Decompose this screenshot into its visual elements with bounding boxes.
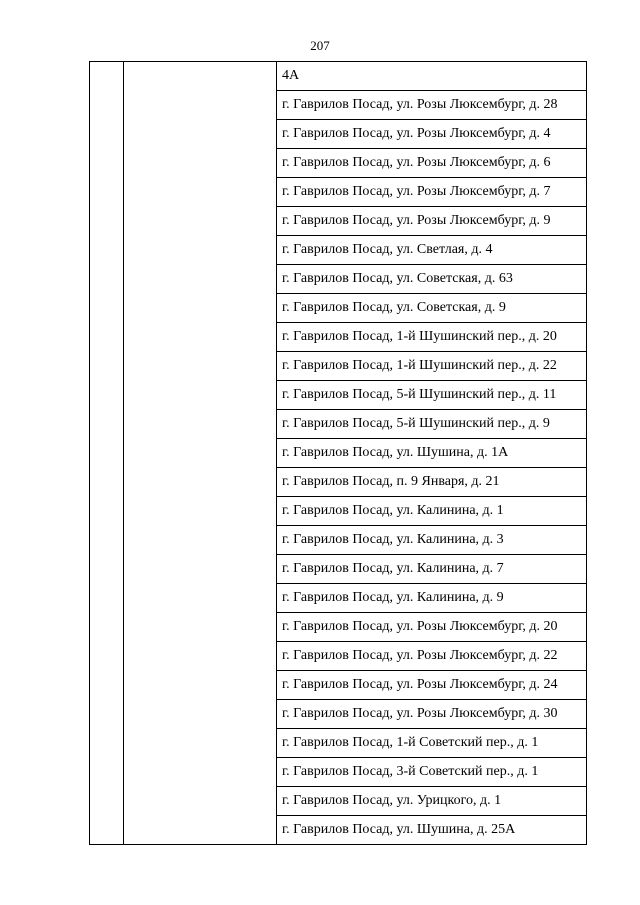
address-cell: г. Гаврилов Посад, ул. Калинина, д. 3 (277, 526, 587, 555)
address-cell: г. Гаврилов Посад, п. 9 Января, д. 21 (277, 468, 587, 497)
address-cell: г. Гаврилов Посад, 1-й Шушинский пер., д. 22 (277, 352, 587, 381)
address-cell: г. Гаврилов Посад, ул. Калинина, д. 9 (277, 584, 587, 613)
address-cell: г. Гаврилов Посад, ул. Розы Люксембург, д. 4 (277, 120, 587, 149)
address-cell: г. Гаврилов Посад, ул. Розы Люксембург, д. 22 (277, 642, 587, 671)
address-cell: г. Гаврилов Посад, ул. Розы Люксембург, д. 30 (277, 700, 587, 729)
address-cell: г. Гаврилов Посад, ул. Светлая, д. 4 (277, 236, 587, 265)
address-table (89, 61, 587, 845)
address-cell: г. Гаврилов Посад, ул. Шушина, д. 25А (277, 816, 587, 845)
address-cell: 4А (277, 62, 587, 91)
address-cell: г. Гаврилов Посад, ул. Шушина, д. 1А (277, 439, 587, 468)
address-cell: г. Гаврилов Посад, ул. Урицкого, д. 1 (277, 787, 587, 816)
address-cell: г. Гаврилов Посад, ул. Калинина, д. 7 (277, 555, 587, 584)
address-cell: г. Гаврилов Посад, ул. Розы Люксембург, д. 6 (277, 149, 587, 178)
address-cell: г. Гаврилов Посад, ул. Розы Люксембург, д. 9 (277, 207, 587, 236)
address-cell: г. Гаврилов Посад, ул. Советская, д. 63 (277, 265, 587, 294)
address-cell: г. Гаврилов Посад, 3-й Советский пер., д. 1 (277, 758, 587, 787)
address-table-body (90, 62, 587, 845)
address-cell: г. Гаврилов Посад, ул. Розы Люксембург, д. 20 (277, 613, 587, 642)
empty-number-cell (90, 62, 124, 845)
address-cell: г. Гаврилов Посад, ул. Розы Люксембург, д. 24 (277, 671, 587, 700)
page-number: 207 (310, 38, 330, 53)
address-cell: г. Гаврилов Посад, 1-й Шушинский пер., д. 20 (277, 323, 587, 352)
table-row (90, 62, 587, 91)
empty-name-cell (124, 62, 277, 845)
address-cell: г. Гаврилов Посад, 5-й Шушинский пер., д. 9 (277, 410, 587, 439)
address-cell: г. Гаврилов Посад, ул. Розы Люксембург, д. 7 (277, 178, 587, 207)
address-cell: г. Гаврилов Посад, 5-й Шушинский пер., д. 11 (277, 381, 587, 410)
address-cell: г. Гаврилов Посад, ул. Розы Люксембург, д. 28 (277, 91, 587, 120)
address-cell: г. Гаврилов Посад, ул. Советская, д. 9 (277, 294, 587, 323)
address-cell: г. Гаврилов Посад, ул. Калинина, д. 1 (277, 497, 587, 526)
address-cell: г. Гаврилов Посад, 1-й Советский пер., д. 1 (277, 729, 587, 758)
